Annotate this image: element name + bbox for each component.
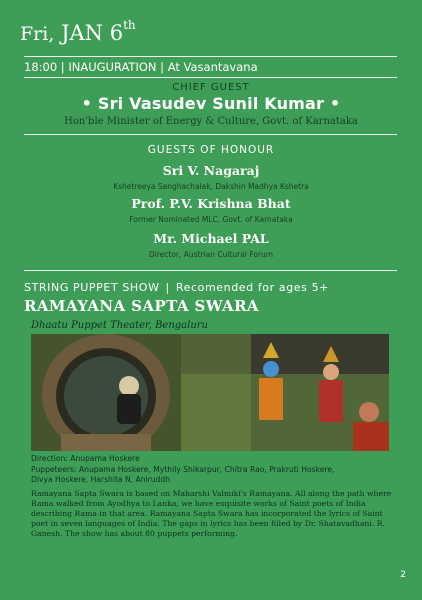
chief-guest-name-text: Sri Vasudev Sunil Kumar — [97, 94, 325, 113]
chief-guest-role: Hon'ble Minister of Energy & Culture, Govt. of Karnataka — [64, 116, 358, 127]
guest-role: Former Nominated MLC, Govt. of Karnataka — [129, 215, 293, 224]
guest-name: Prof. P.V. Krishna Bhat — [131, 196, 291, 211]
show-title: RAMAYANA SAPTA SWARA — [24, 297, 259, 315]
event-divider — [24, 77, 397, 78]
show-theater: Dhaatu Puppet Theater, Bengaluru — [31, 320, 209, 331]
guest-role: Kshetreeya Sanghachalak, Dakshin Madhya Kshetra — [113, 182, 309, 191]
show-divider — [24, 270, 397, 271]
top-divider — [24, 56, 397, 57]
date-weekday: Fri, — [20, 23, 55, 45]
show-category: STRING PUPPET SHOW — [24, 281, 160, 294]
tree-roots — [61, 434, 151, 451]
guest-name: Mr. Michael PAL — [153, 231, 269, 246]
show-category-line — [24, 281, 329, 294]
guests-of-honour-label: GUESTS OF HONOUR — [147, 144, 275, 156]
puppet-photo-collage — [31, 334, 389, 451]
rama-body — [259, 378, 283, 420]
show-photos — [31, 334, 389, 451]
event-line: 18:00 | INAUGURATION | At Vasantavana — [24, 60, 258, 74]
guests-divider — [24, 134, 397, 135]
date-day: JAN 6 — [61, 21, 124, 45]
bullet-icon: • — [329, 94, 341, 113]
show-separator: | — [165, 281, 170, 294]
puppeteer-body — [353, 422, 389, 451]
puppet-2-face — [323, 364, 339, 380]
puppet-face — [119, 376, 139, 396]
show-puppeteers-line2: Divya Hoskere, Harshita N, Aniruddh — [31, 475, 171, 484]
event-date — [20, 18, 136, 45]
show-direction: Direction: Anupama Hoskere — [31, 454, 140, 463]
chief-guest-name — [0, 94, 422, 113]
puppet-2-body — [319, 380, 343, 422]
guest-role: Director, Austrian Cultural Forum — [148, 250, 274, 259]
photo-right-tree — [181, 334, 251, 451]
show-description: Ramayana Sapta Swara is based on Maharshi Valmiki's Ramayana. All along the path where Rama walked from Ayodhya to Lanka, we have exquisite works of Saint poets of India describing Rama in that area. Ramayana Sapta Swara has incorporated the lyrics of Saint poet in seven languages of India. The gaps in lyrics has been filled by Dr. Shatavadhani. R. Ganesh. The show has about 80 puppets performing. — [31, 489, 392, 538]
chief-guest-label: CHIEF GUEST — [172, 82, 250, 93]
puppet-body — [117, 394, 141, 424]
guest-name: Sri V. Nagaraj — [162, 163, 260, 178]
show-puppeteers-line1: Puppeteers: Anupama Hoskere, Mythily Shikarpur, Chitra Rao, Prakruti Hoskere, — [31, 464, 335, 474]
page-number: 2 — [400, 570, 406, 580]
show-credits — [31, 454, 391, 486]
bullet-icon: • — [81, 94, 93, 113]
date-suffix: th — [123, 18, 136, 32]
puppeteer-head — [359, 402, 379, 422]
rama-face — [263, 361, 279, 377]
show-ages: Recomended for ages 5+ — [175, 281, 329, 294]
